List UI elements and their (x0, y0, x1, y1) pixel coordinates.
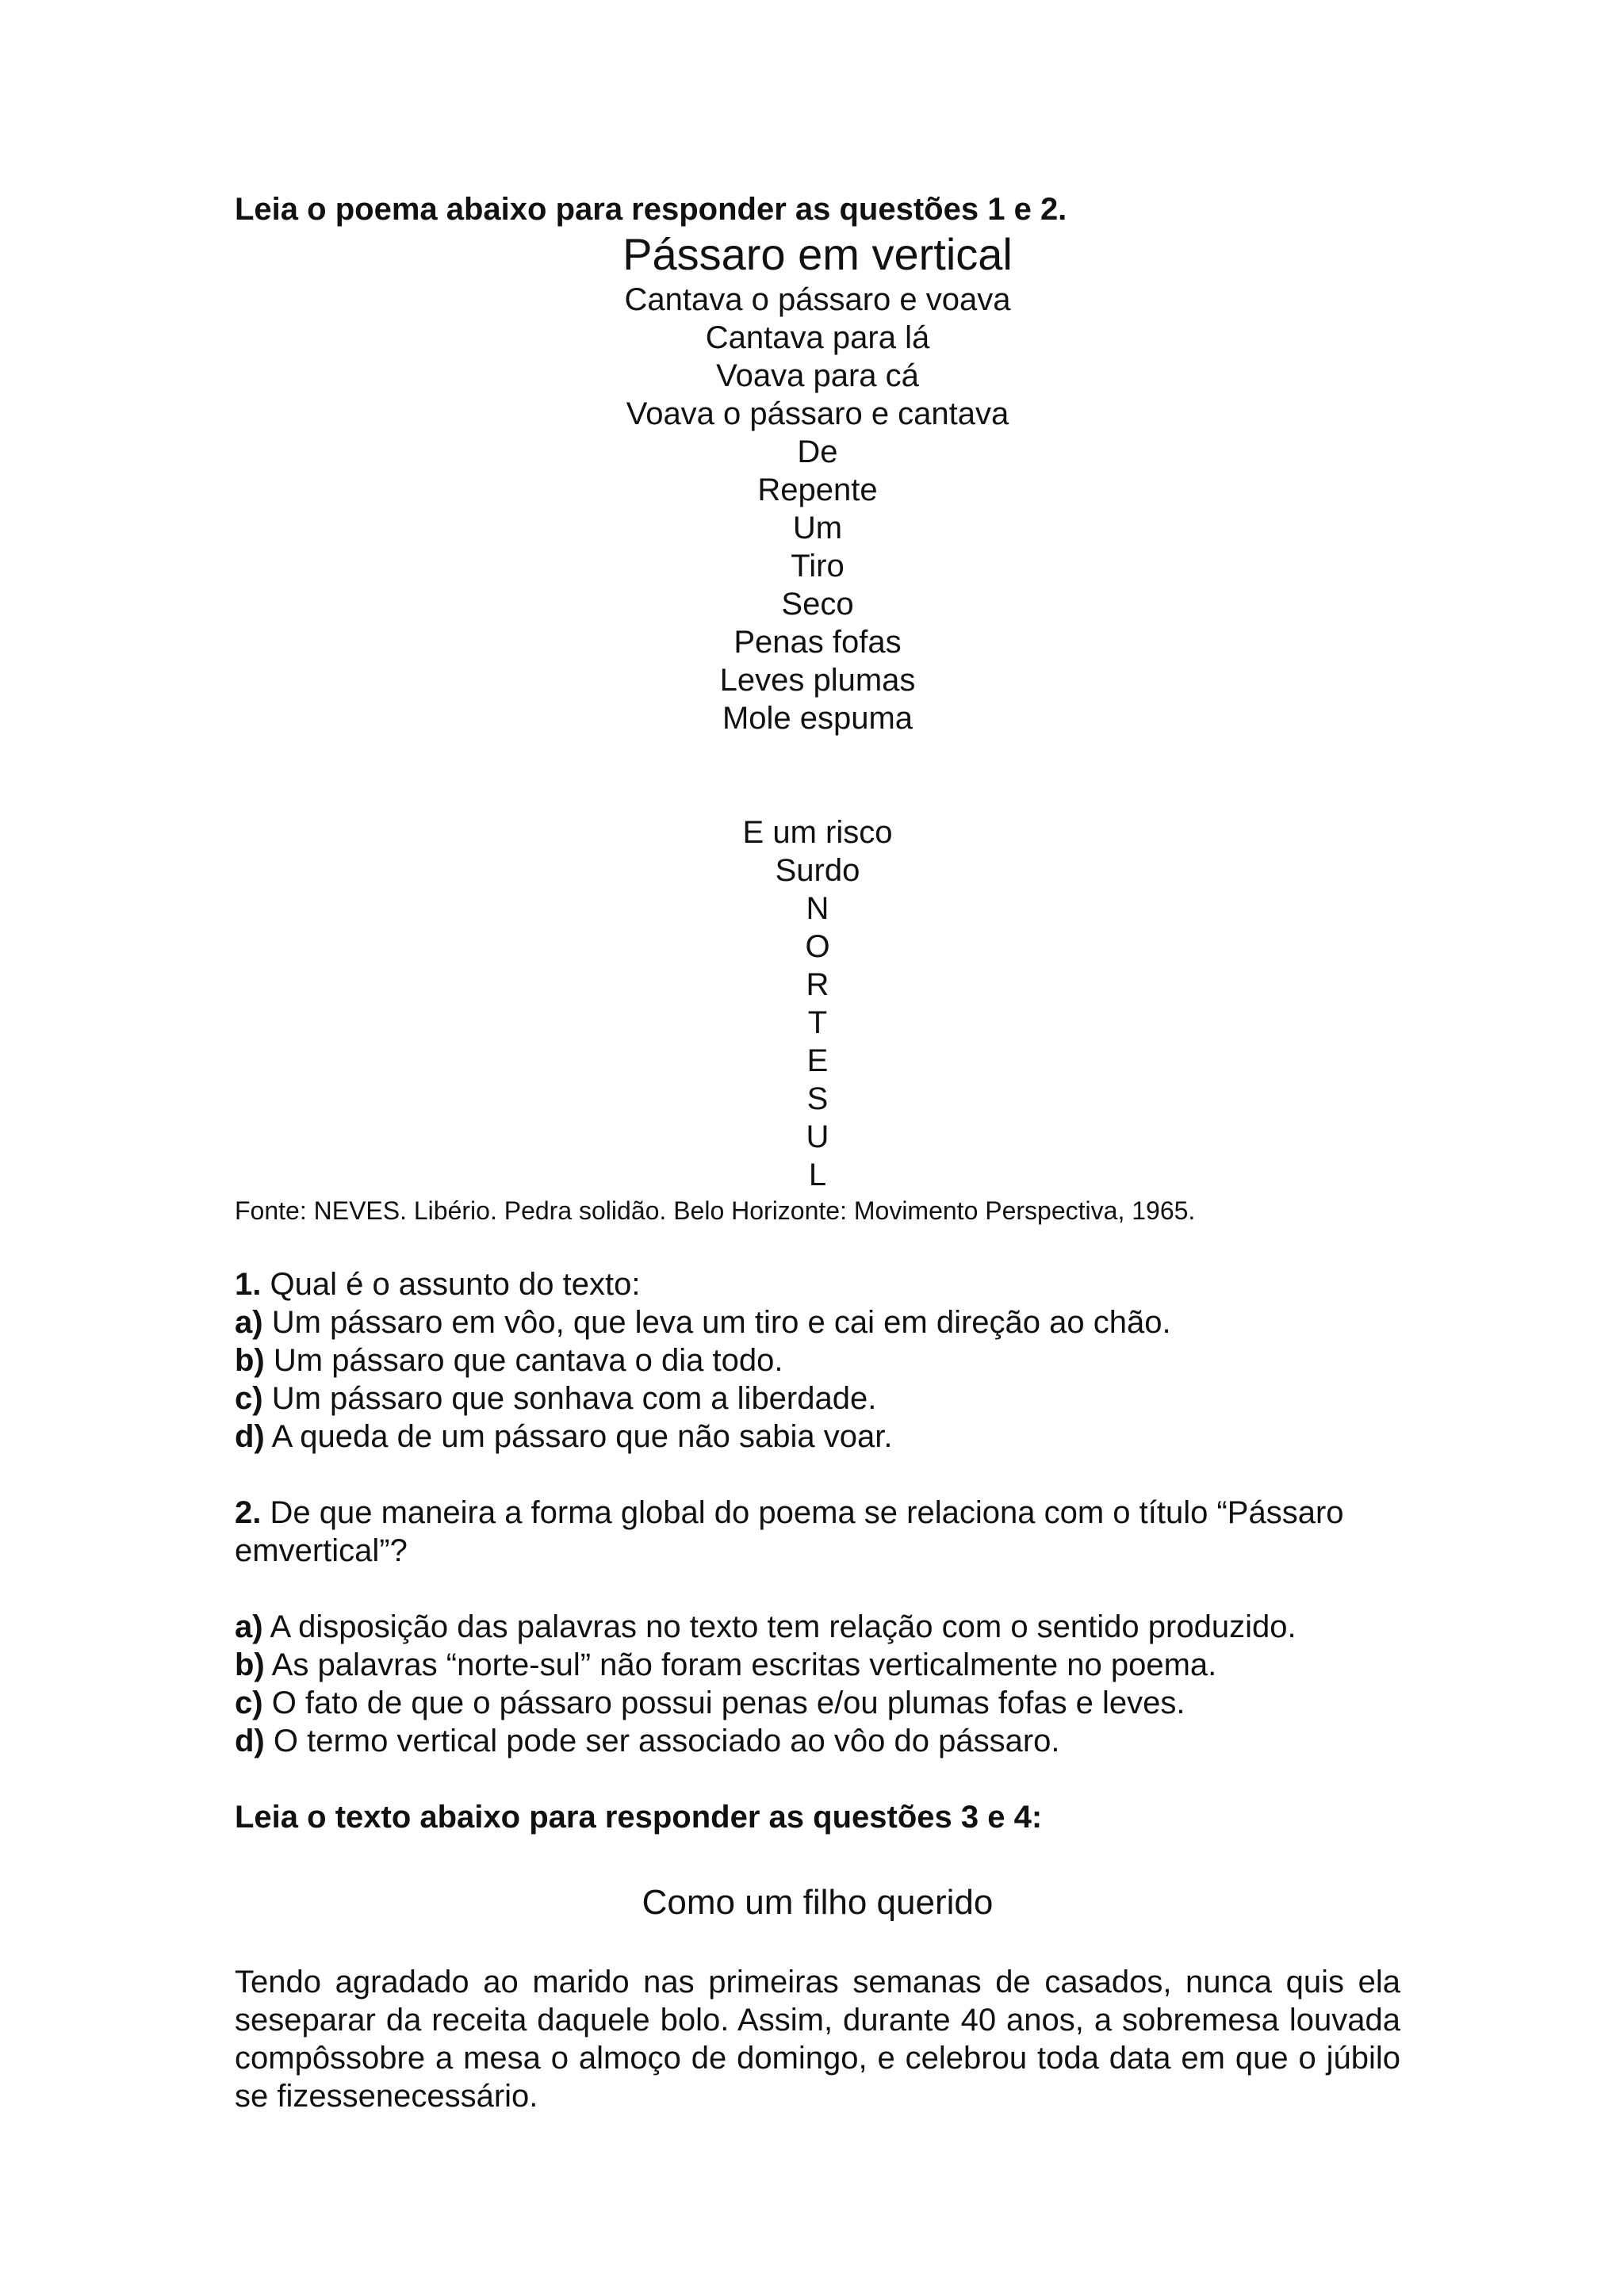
question-1-option-c (235, 1380, 1400, 1418)
option-text: O fato de que o pássaro possui penas e/ou plumas fofas e leves. (262, 1686, 1185, 1720)
poem-line: Surdo (775, 853, 860, 888)
poem-line: Seco (781, 587, 854, 622)
option-text: A disposição das palavras no texto tem relação com o sentido produzido. (262, 1609, 1297, 1644)
question-number: 1. (235, 1267, 262, 1302)
question-1-option-a (235, 1303, 1400, 1341)
poem-stanza-2 (235, 813, 1400, 1194)
question-2-option-d (235, 1722, 1400, 1760)
poem-title: Pássaro em vertical (622, 229, 1013, 279)
poem-line: De (797, 434, 838, 469)
option-letter: d) (235, 1724, 265, 1758)
poem-line: Mole espuma (722, 701, 914, 736)
poem-letter: S (806, 1081, 829, 1116)
question-1-stem (235, 1265, 1400, 1303)
poem-line: Cantava para lá (705, 320, 930, 355)
option-letter: d) (235, 1419, 265, 1454)
poem-line: Tiro (791, 549, 845, 584)
poem-line: Leves plumas (719, 663, 916, 698)
question-1-option-d (235, 1418, 1400, 1456)
question-1-option-b (235, 1341, 1400, 1380)
option-text: Um pássaro em vôo, que leva um tiro e cai em direção ao chão. (262, 1305, 1171, 1340)
question-2-option-b (235, 1646, 1400, 1684)
poem-line: Voava o pássaro e cantava (626, 396, 1009, 431)
poem-letter: O (805, 929, 830, 964)
story-paragraph: Tendo agradado ao marido nas primeiras semanas de casados, nunca quis ela seseparar da receita daquele bolo. Assim, durante 40 anos, a sobremesa louvada compôssobre a mesa o almoço de domingo, e celebrou toda data em que o júbilo se fizessenecessário. (235, 1965, 1400, 2114)
question-text: Qual é o assunto do texto: (261, 1267, 641, 1302)
option-letter: b) (235, 1343, 265, 1378)
section-heading-poem: Leia o poema abaixo para responder as questões 1 e 2. (235, 192, 1067, 227)
option-letter: c) (235, 1686, 263, 1720)
question-text: De que maneira a forma global do poema se relaciona com o título “Pássaro emvertical”? (235, 1495, 1344, 1568)
poem-source: Fonte: NEVES. Libério. Pedra solidão. Belo Horizonte: Movimento Perspectiva, 1965. (235, 1196, 1196, 1225)
question-2-option-c (235, 1684, 1400, 1722)
option-letter: a) (235, 1609, 263, 1644)
option-letter: b) (235, 1647, 265, 1682)
poem-line: E um risco (742, 815, 893, 850)
option-letter: c) (235, 1381, 263, 1416)
poem-line: Um (792, 511, 843, 545)
question-2-stem (235, 1494, 1400, 1570)
option-text: Um pássaro que sonhava com a liberdade. (262, 1381, 877, 1416)
document-page (235, 190, 1400, 2115)
poem-stanza-1 (235, 281, 1400, 737)
option-text: Um pássaro que cantava o dia todo. (264, 1343, 783, 1378)
poem-letter: R (806, 967, 829, 1002)
poem-letter: U (806, 1119, 829, 1154)
option-text: O termo vertical pode ser associado ao vôo do pássaro. (264, 1724, 1060, 1758)
poem-line: Cantava o pássaro e voava (624, 282, 1011, 317)
option-text: As palavras “norte-sul” não foram escritas verticalmente no poema. (264, 1647, 1217, 1682)
poem-letter: L (808, 1158, 827, 1192)
question-2-option-a (235, 1608, 1400, 1646)
poem-line: Penas fofas (733, 625, 902, 660)
option-letter: a) (235, 1305, 263, 1340)
section-heading-text: Leia o texto abaixo para responder as questões 3 e 4: (235, 1800, 1043, 1835)
question-2 (235, 1494, 1400, 1760)
stanza-gap (235, 737, 1400, 813)
poem-line: Voava para cá (716, 358, 919, 393)
story-title: Como um filho querido (642, 1883, 994, 1922)
question-1 (235, 1265, 1400, 1456)
poem-letter: T (807, 1005, 828, 1040)
poem-letter: N (806, 891, 829, 926)
question-number: 2. (235, 1495, 262, 1530)
option-text: A queda de um pássaro que não sabia voar. (264, 1419, 893, 1454)
poem-letter: E (806, 1043, 829, 1078)
poem-line: Repente (757, 473, 878, 507)
